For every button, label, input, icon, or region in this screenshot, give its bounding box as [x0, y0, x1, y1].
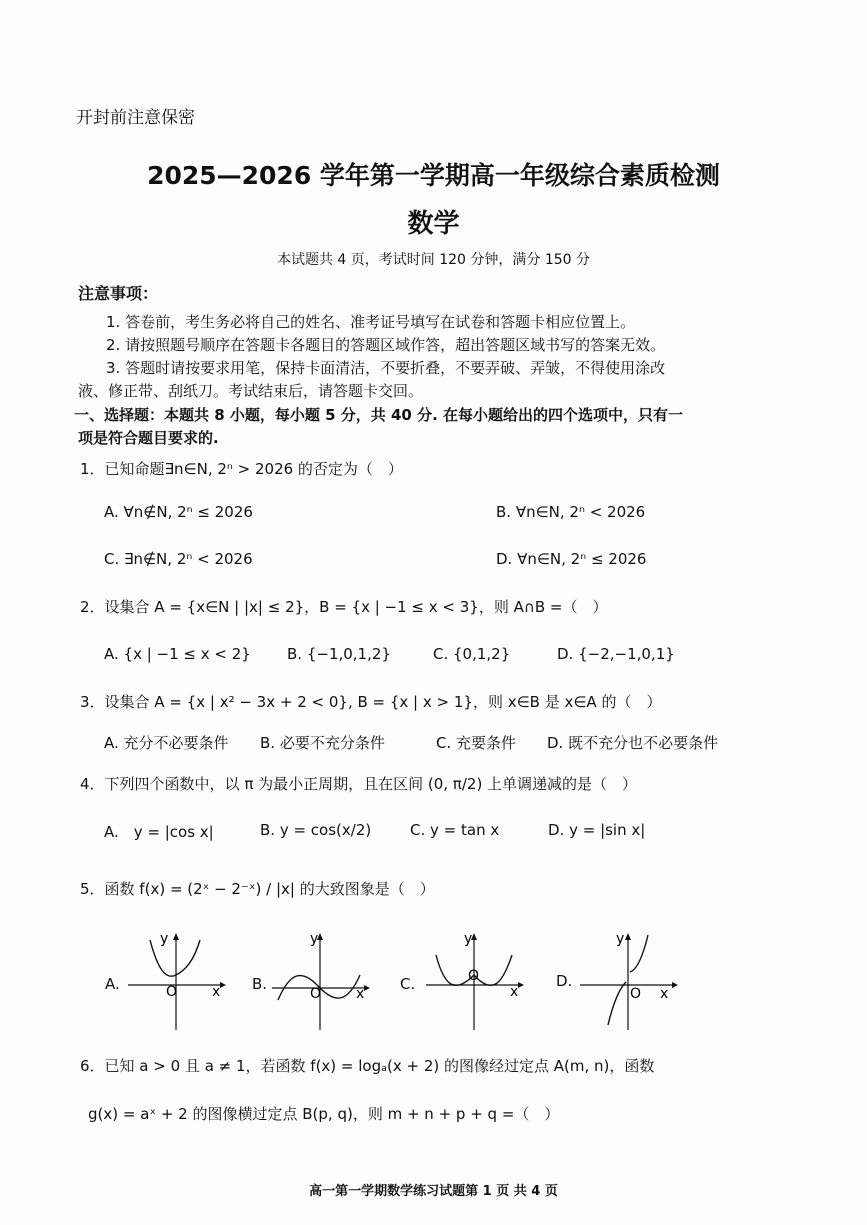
question-1-stem: 1．已知命题∃n∈N, 2ⁿ > 2026 的否定为（ ）: [80, 460, 403, 478]
question-5-option-a: A.: [105, 975, 120, 993]
question-1-option-c: C. ∃n∉N, 2ⁿ < 2026: [104, 550, 253, 568]
question-5-option-d: D.: [556, 972, 573, 990]
question-2-option-d: D. {−2,−1,0,1}: [557, 645, 675, 663]
question-2-option-a: A. {x | −1 ≤ x < 2}: [104, 645, 251, 663]
sealed-notice: 开封前注意保密: [76, 108, 195, 128]
question-5-option-b: B.: [252, 975, 268, 993]
graph-a-x-label: x: [212, 984, 221, 1000]
question-6-line1: 6．已知 a > 0 且 a ≠ 1，若函数 f(x) = logₐ(x + 2) 的图像经过定点 A(m, n)，函数: [80, 1057, 655, 1075]
question-5-graph-c: [426, 930, 526, 1030]
graph-c-x-label: x: [510, 984, 519, 1000]
graph-d-x-label: x: [660, 986, 669, 1002]
notice-heading: 注意事项：: [78, 284, 159, 303]
question-5-stem: 5．函数 f(x) = (2ˣ − 2⁻ˣ) / |x| 的大致图象是（ ）: [80, 880, 435, 898]
graph-d-y-label: y: [616, 931, 625, 947]
question-3-option-a: A. 充分不必要条件: [104, 734, 229, 752]
question-4-option-d: D. y = |sin x|: [548, 821, 646, 839]
question-3-option-d: D. 既不充分也不必要条件: [547, 734, 719, 752]
question-5-option-c: C.: [400, 975, 416, 993]
question-1-option-b: B. ∀n∈N, 2ⁿ < 2026: [496, 503, 646, 521]
page-footer: 高一第一学期数学练习试题第 1 页 共 4 页: [309, 1184, 558, 1199]
graph-d-origin-label: O: [630, 986, 642, 1002]
question-2-option-b: B. {−1,0,1,2}: [287, 645, 391, 663]
exam-info: 本试题共 4 页，考试时间 120 分钟，满分 150 分: [276, 252, 591, 268]
graph-c-y-label: y: [464, 931, 473, 947]
exam-title: 2025—2026 学年第一学期高一年级综合素质检测: [147, 161, 720, 190]
graph-a-origin-label: O: [166, 984, 178, 1000]
graph-b-y-label: y: [310, 931, 319, 947]
question-3-option-b: B. 必要不充分条件: [260, 734, 385, 752]
graph-c-origin-label: O: [468, 968, 480, 984]
question-1-option-d: D. ∀n∈N, 2ⁿ ≤ 2026: [496, 550, 647, 568]
question-4-option-b: B. y = cos(x/2): [260, 821, 372, 839]
question-4-option-a: A. y = |cos x|: [104, 823, 214, 841]
section-heading-line2: 项是符合题目要求的.: [78, 429, 219, 447]
notice-item-3: 3. 答题时请按要求用笔，保持卡面清洁，不要折叠，不要弄破、弄皱，不得使用涂改: [106, 359, 666, 377]
question-2-option-c: C. {0,1,2}: [433, 645, 511, 663]
graph-a-y-label: y: [160, 931, 169, 947]
graph-b-x-label: x: [356, 986, 365, 1002]
question-1-option-a: A. ∀n∉N, 2ⁿ ≤ 2026: [104, 503, 253, 521]
notice-item-3-cont: 液、修正带、刮纸刀。考试结束后，请答题卡交回。: [78, 382, 424, 400]
question-3-option-c: C. 充要条件: [436, 734, 517, 752]
question-6-line2: g(x) = aˣ + 2 的图像横过定点 B(p, q)，则 m + n + p + q =（ ）: [88, 1105, 560, 1123]
question-2-stem: 2．设集合 A = {x∈N | |x| ≤ 2}，B = {x | −1 ≤ x < 3}，则 A∩B =（ ）: [80, 598, 608, 616]
question-5-graph-b: [272, 930, 372, 1030]
question-5-graph-d: [580, 930, 680, 1030]
section-heading-line1: 一、选择题：本题共 8 小题，每小题 5 分，共 40 分. 在每小题给出的四个选项中，只有一: [74, 406, 684, 424]
question-4-option-c: C. y = tan x: [410, 821, 500, 839]
notice-item-1: 1. 答卷前，考生务必将自己的姓名、准考证号填写在试卷和答题卡相应位置上。: [106, 313, 636, 331]
question-3-stem: 3．设集合 A = {x | x² − 3x + 2 < 0}, B = {x | x > 1}，则 x∈B 是 x∈A 的（ ）: [80, 693, 662, 711]
question-5-graph-a: [128, 930, 228, 1030]
graph-b-origin-label: O: [310, 986, 322, 1002]
subject-title: 数学: [407, 209, 460, 239]
question-4-stem: 4．下列四个函数中，以 π 为最小正周期，且在区间 (0, π/2) 上单调递减的是（ ）: [80, 775, 638, 793]
notice-item-2: 2. 请按照题号顺序在答题卡各题目的答题区域作答，超出答题区域书写的答案无效。: [106, 336, 666, 354]
